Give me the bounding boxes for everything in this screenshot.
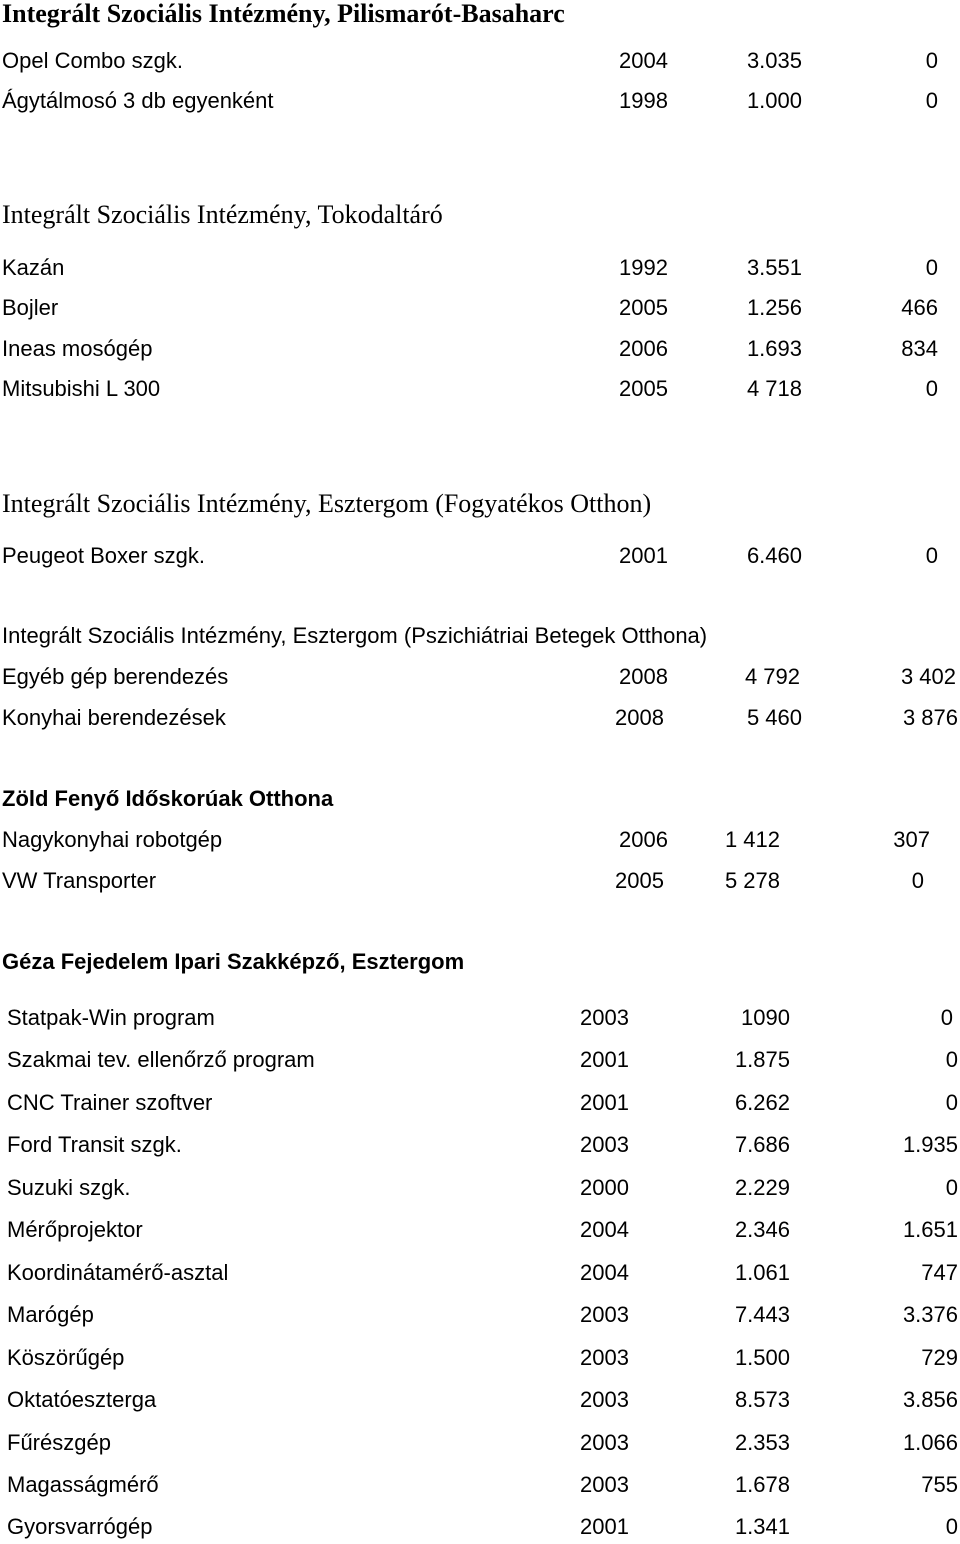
row-year: 2003 (580, 1302, 629, 1327)
row-value: 4 718 (746, 376, 802, 401)
row-name: Opel Combo szgk. (2, 48, 183, 73)
row-value: 1.256 (746, 295, 802, 320)
row-value: 2.229 (734, 1175, 790, 1200)
row-name: Egyéb gép berendezés (2, 664, 229, 689)
row-value: 3.035 (746, 48, 802, 73)
row-year: 2001 (619, 543, 668, 568)
row-value: 4 792 (744, 664, 800, 689)
row-year: 2001 (580, 1514, 629, 1539)
section-title: Integrált Szociális Intézmény, Pilismarót-Basaharc (2, 0, 565, 28)
row-net: 307 (893, 827, 930, 852)
row-net: 0 (945, 1175, 958, 1200)
row-net: 3 876 (902, 705, 958, 730)
row-net: 0 (945, 1047, 958, 1072)
section-title: Integrált Szociális Intézmény, Esztergom (Pszichiátriai Betegek Otthona) (2, 623, 708, 648)
row-name: Ford Transit szgk. (7, 1132, 182, 1157)
row-year: 2003 (580, 1430, 629, 1455)
row-net: 0 (925, 376, 938, 401)
section-title: Integrált Szociális Intézmény, Esztergom (Fogyatékos Otthon) (2, 489, 652, 518)
row-year: 2005 (615, 868, 664, 893)
row-net: 747 (921, 1260, 958, 1285)
row-value: 5 460 (746, 705, 802, 730)
row-net: 3 402 (900, 664, 956, 689)
section-title: Géza Fejedelem Ipari Szakképző, Esztergom (2, 949, 465, 974)
row-year: 2004 (619, 48, 668, 73)
row-name: Magasságmérő (7, 1472, 159, 1497)
row-name: Peugeot Boxer szgk. (2, 543, 206, 568)
row-name: Gyorsvarrógép (7, 1514, 153, 1539)
row-net: 0 (911, 868, 924, 893)
row-name: Marógép (7, 1302, 94, 1327)
row-value: 6.262 (734, 1090, 790, 1115)
row-year: 1992 (619, 255, 668, 280)
row-name: Konyhai berendezések (2, 705, 226, 730)
row-year: 2008 (619, 664, 668, 689)
row-year: 1998 (619, 88, 668, 113)
row-net: 466 (901, 295, 938, 320)
row-name: Koordinátamérő-asztal (7, 1260, 229, 1285)
row-value: 1 412 (724, 827, 780, 852)
section-title: Zöld Fenyő Időskorúak Otthona (2, 786, 334, 811)
row-value: 5 278 (724, 868, 780, 893)
row-net: 834 (901, 336, 938, 361)
row-net: 0 (940, 1005, 953, 1030)
row-value: 1.500 (734, 1345, 790, 1370)
row-value: 8.573 (734, 1387, 790, 1412)
row-value: 1.000 (746, 88, 802, 113)
row-value: 1090 (741, 1005, 790, 1030)
row-year: 2006 (619, 827, 668, 852)
row-year: 2003 (580, 1345, 629, 1370)
row-name: Oktatóeszterga (7, 1387, 157, 1412)
row-value: 1.061 (734, 1260, 790, 1285)
row-value: 2.353 (734, 1430, 790, 1455)
row-name: Köszörűgép (7, 1345, 125, 1370)
row-year: 2001 (580, 1047, 629, 1072)
row-value: 1.693 (746, 336, 802, 361)
row-year: 2006 (619, 336, 668, 361)
row-name: CNC Trainer szoftver (7, 1090, 213, 1115)
row-net: 0 (925, 255, 938, 280)
row-net: 755 (921, 1472, 958, 1497)
row-name: Bojler (2, 295, 59, 320)
row-net: 1.935 (902, 1132, 958, 1157)
row-year: 2003 (580, 1005, 629, 1030)
row-name: Mitsubishi L 300 (2, 376, 161, 401)
row-name: Ágytálmosó 3 db egyenként (2, 88, 274, 113)
row-year: 2003 (580, 1472, 629, 1497)
row-value: 1.341 (734, 1514, 790, 1539)
row-value: 6.460 (746, 543, 802, 568)
row-name: Ineas mosógép (2, 336, 153, 361)
row-value: 7.686 (734, 1132, 790, 1157)
row-year: 2008 (615, 705, 664, 730)
row-net: 729 (921, 1345, 958, 1370)
section-title: Integrált Szociális Intézmény, Tokodaltáró (2, 200, 443, 229)
row-net: 1.066 (902, 1430, 958, 1455)
row-year: 2005 (619, 376, 668, 401)
row-name: Mérőprojektor (7, 1217, 143, 1242)
row-name: VW Transporter (2, 868, 157, 893)
row-year: 2005 (619, 295, 668, 320)
row-net: 0 (925, 543, 938, 568)
row-name: Szakmai tev. ellenőrző program (7, 1047, 315, 1072)
row-net: 0 (925, 48, 938, 73)
row-value: 1.875 (734, 1047, 790, 1072)
row-net: 3.856 (902, 1387, 958, 1412)
row-year: 2000 (580, 1175, 629, 1200)
row-year: 2003 (580, 1132, 629, 1157)
row-year: 2004 (580, 1260, 629, 1285)
row-net: 0 (925, 88, 938, 113)
row-name: Fűrészgép (7, 1430, 111, 1455)
row-net: 0 (945, 1090, 958, 1115)
row-year: 2004 (580, 1217, 629, 1242)
row-name: Kazán (2, 255, 65, 280)
row-net: 3.376 (902, 1302, 958, 1327)
row-name: Nagykonyhai robotgép (2, 827, 223, 852)
row-net: 1.651 (902, 1217, 958, 1242)
row-name: Statpak-Win program (7, 1005, 215, 1030)
row-year: 2003 (580, 1387, 629, 1412)
row-value: 1.678 (734, 1472, 790, 1497)
row-year: 2001 (580, 1090, 629, 1115)
row-name: Suzuki szgk. (7, 1175, 131, 1200)
row-value: 3.551 (746, 255, 802, 280)
row-value: 2.346 (734, 1217, 790, 1242)
row-net: 0 (945, 1514, 958, 1539)
row-value: 7.443 (734, 1302, 790, 1327)
